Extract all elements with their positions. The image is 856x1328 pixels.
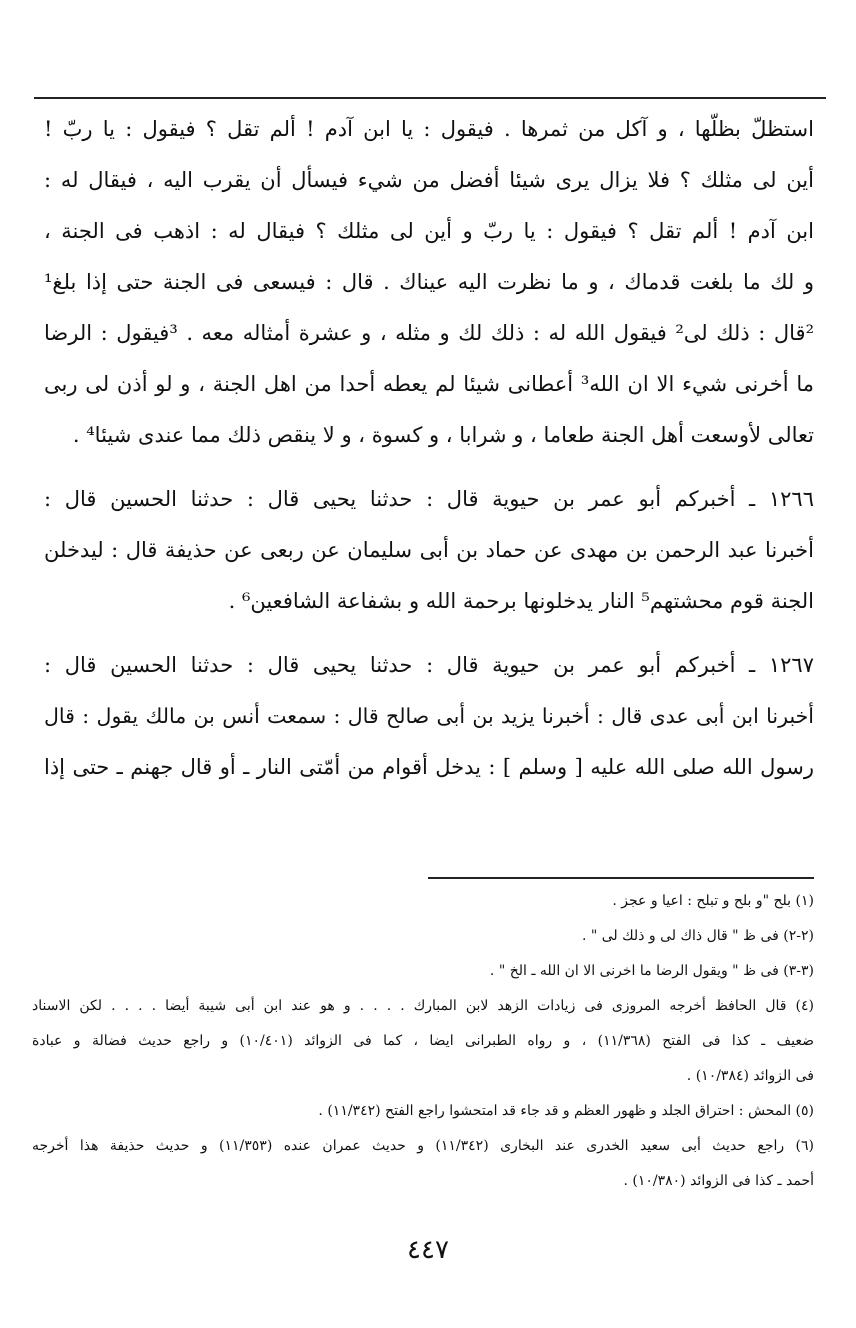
footnote-6: (٦) راجع حديث أبى سعيد الخدرى عند البخارى (١١/٣٤٢) و حديث عمران عنده (١١/٣٥٣) و حديث حذيفة هذا أخرجه (32, 1138, 814, 1154)
text-line: ابن آدم ! ألم تقل ؟ فيقول : يا ربّ و أين لى مثلك ؟ فيقال له : اذهب فى الجنة ، (44, 219, 814, 243)
paragraph-gap (44, 461, 814, 474)
text-line: أخبرنا عبد الرحمن بن مهدى عن حماد بن أبى سليمان عن ربعى عن حذيفة قال : ليدخلن (44, 538, 814, 562)
paragraph-gap (44, 627, 814, 640)
footnote-2: (٢-٢) فى ظ " قال ذاك لى و ذلك لى " . (581, 928, 814, 944)
footnote-3: (٣-٣) فى ظ " ويقول الرضا ما اخرنى الا ان الله ـ الخ " . (489, 963, 814, 979)
footnote-4-continued: فى الزوائد (١٠/٣٨٤) . (686, 1068, 814, 1084)
top-rule (34, 97, 826, 99)
footnote-rule (428, 877, 814, 879)
text-line: استظلّ بظلّها ، و آكل من ثمرها . فيقول : يا ابن آدم ! ألم تقل ؟ فيقول : يا ربّ ! (44, 117, 814, 141)
footnote-6-continued: أحمد ـ كذا فى الزوائد (١٠/٣٨٠) . (623, 1173, 814, 1189)
text-line: الجنة قوم محشتهم⁵ النار يدخلونها برحمة الله و بشفاعة الشافعين⁶ . (228, 589, 814, 613)
footnotes (32, 884, 814, 1199)
main-text (44, 104, 814, 793)
text-line: رسول الله صلى الله عليه [ وسلم ] : يدخل أقوام من أمّتى النار ـ أو قال جهنم ـ حتى إذا (44, 755, 814, 779)
text-line: تعالى لأوسعت أهل الجنة طعاما ، و شرابا ، و كسوة ، و لا ينقص ذلك مما عندى شيئا⁴ . (72, 423, 814, 447)
text-line: ²قال : ذلك لى² فيقول الله له : ذلك لك و مثله ، و عشرة أمثاله معه . ³فيقول : الرضا (44, 321, 814, 345)
footnote-5: (٥) المحش : احتراق الجلد و ظهور العظم و قد جاء قد امتحشوا راجع الفتح (١١/٣٤٢) . (318, 1103, 814, 1119)
hadith-heading-1266: ١٢٦٦ ـ أخبركم أبو عمر بن حيوية قال : حدثنا يحيى قال : حدثنا الحسين قال : (44, 487, 814, 511)
hadith-heading-1267: ١٢٦٧ ـ أخبركم أبو عمر بن حيوية قال : حدثنا يحيى قال : حدثنا الحسين قال : (44, 653, 814, 677)
footnote-1: (١) بلح "و بلح و تبلح : اعيا و عجز . (612, 893, 814, 909)
text-line: ما أخرنى شيء الا ان الله³ أعطانى شيئا لم يعطه أحدا من اهل الجنة ، و لو أذن لى ربى (44, 372, 814, 396)
text-line: و لك ما بلغت قدماك ، و ما نظرت اليه عيناك . قال : فيسعى فى الجنة حتى إذا بلغ¹ (44, 270, 814, 294)
footnote-4: (٤) قال الحافظ أخرجه المروزى فى زيادات الزهد لابن المبارك . . . . و هو عند ابن أبى شيبة أيضا . . . . لكن الاسناد (32, 998, 814, 1014)
text-line: أين لى مثلك ؟ فلا يزال يرى شيئا أفضل من شيء فيسأل أن يقرب اليه ، فيقال له : (44, 168, 814, 192)
text-line: أخبرنا ابن أبى عدى قال : أخبرنا يزيد بن أبى صالح قال : سمعت أنس بن مالك يقول : قال (44, 704, 814, 728)
footnote-4-continued: ضعيف ـ كذا فى الفتح (١١/٣٦٨) ، و رواه الطبرانى ايضا ، كما فى الزوائد (١٠/٤٠١) و راجع حديث فضالة و عبادة (32, 1033, 814, 1049)
page-number: ٤٤٧ (407, 1235, 449, 1265)
